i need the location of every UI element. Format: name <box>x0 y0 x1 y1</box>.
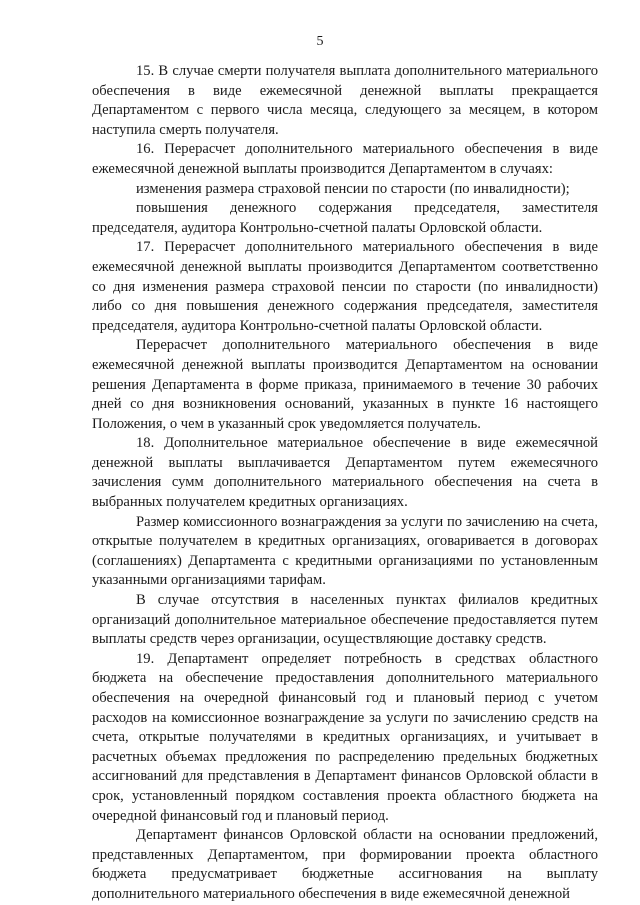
paragraph-18-no-branches: В случае отсутствия в населенных пунктах филиалов кредитных организаций дополнительное материальное обеспечение предоставляется путем выплаты средств через организации, осуществляющие доставку средств. <box>92 592 598 648</box>
paragraph-18-commission: Размер комиссионного вознаграждения за услуги по зачислению на счета, открытые получателем в кредитных организациях, оговаривается в договорах (соглашениях) Департамента с кредитными организациями по установленным указанными организациями тарифам. <box>92 513 598 589</box>
paragraph-16-case-1: изменения размера страховой пенсии по старости (по инвалидности); <box>136 180 570 197</box>
paragraph-19-finance-department: Департамент финансов Орловской области на основании предложений, представленных Департаментом, при формировании проекта областного бюджета предусматривает бюджетные ассигнования на выплату дополнительного материального обеспечения в виде ежемесячной денежной <box>92 827 598 902</box>
paragraph-17-recalculation: Перерасчет дополнительного материального обеспечения в виде ежемесячной денежной выплаты производится Департаментом на основании решения Департамента в форме приказа, принимаемого в течение 30 рабочих дней со дня возникновения оснований, указанных в пункте 16 настоящего Положения, о чем в указанный срок уведомляется получатель. <box>92 337 598 432</box>
document-body <box>92 62 598 905</box>
paragraph-19: 19. Департамент определяет потребность в средствах областного бюджета на обеспечение предоставления дополнительного материального обеспечения на очередной финансовый год и плановый период с учетом расходов на комиссионное вознаграждение за услуги по зачислению средств на счета, открытые получателями в кредитных организациях, и учитывает в расчетных объемах предложения по распределению предельных бюджетных ассигнований для представления в Департамент финансов Орловской области в срок, установленный порядком составления проекта областного бюджета на очередной финансовый год и плановый период. <box>92 650 598 824</box>
paragraph-18: 18. Дополнительное материальное обеспечение в виде ежемесячной денежной выплаты выплачивается Департаментом путем ежемесячного зачисления сумм дополнительного материального обеспечения на счета в выбранных получателем кредитных организациях. <box>92 435 598 511</box>
page-number: 5 <box>316 34 324 49</box>
paragraph-17: 17. Перерасчет дополнительного материального обеспечения в виде ежемесячной денежной выплаты производится Департаментом соответственно со дня изменения размера страховой пенсии по старости (по инвалидности) либо со дня повышения денежного содержания председателя, заместителя председателя, аудитора Контрольно-счетной палаты Орловской области. <box>92 239 598 334</box>
paragraph-15: 15. В случае смерти получателя выплата дополнительного материального обеспечения в виде ежемесячной денежной выплаты прекращается Департаментом с первого числа месяца, следующего за месяцем, в котором наступила смерть получателя. <box>92 63 598 138</box>
paragraph-16: 16. Перерасчет дополнительного материального обеспечения в виде ежемесячной денежной выплаты производится Департаментом в случаях: <box>92 141 598 177</box>
paragraph-16-case-2: повышения денежного содержания председателя, заместителя председателя, аудитора Контрольно-счетной палаты Орловской области. <box>92 200 598 236</box>
